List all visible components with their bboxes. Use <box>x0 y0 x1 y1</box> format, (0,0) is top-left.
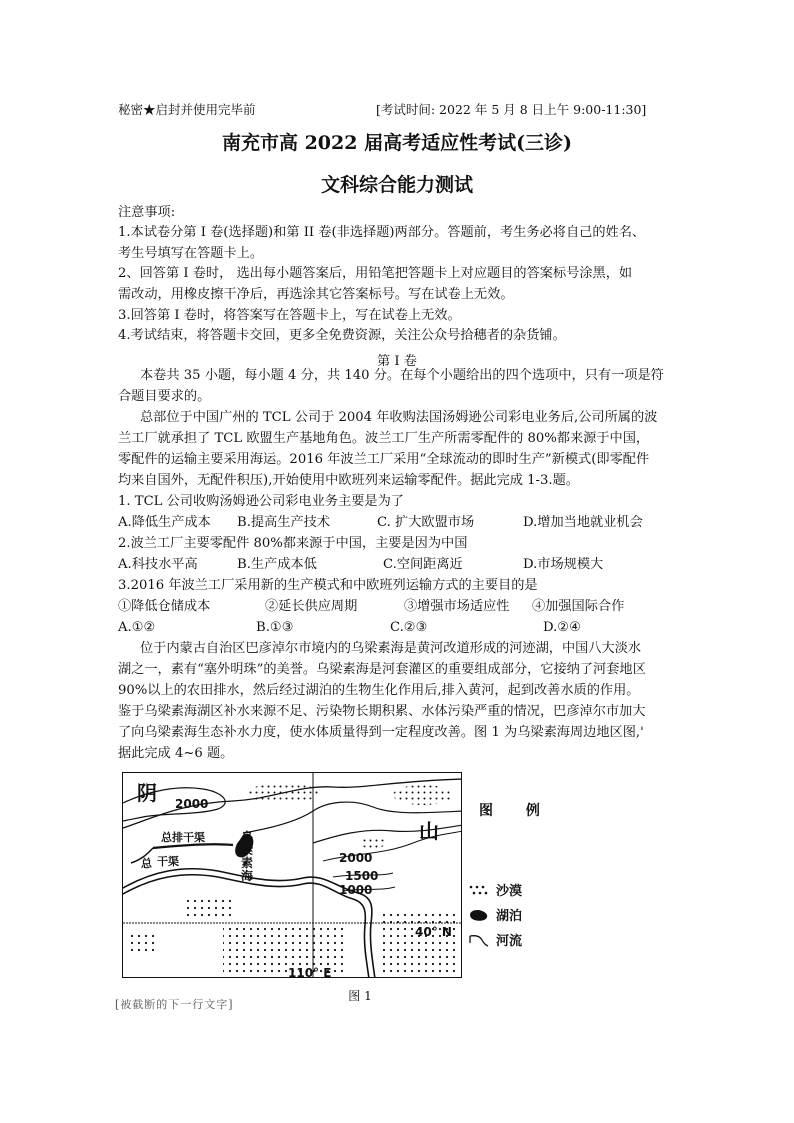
map-canal-label: 总排干渠 <box>161 831 205 844</box>
map-contour-2000: 2000 <box>339 851 373 865</box>
map-contour-1500: 1500 <box>345 869 379 883</box>
q3-option-c: C.②③ <box>390 620 428 635</box>
q3-option-d: D.②④ <box>543 620 581 635</box>
notes-line: 考生号填写在答题卡上。 <box>118 246 264 261</box>
map-latitude-label: 40° N <box>415 925 452 939</box>
map-label-yin: 阴 <box>137 781 157 805</box>
passage1-line: 均来自国外，无配件积压),开始使用中欧班列来运输零配件。据此完成 1-3.题。 <box>118 473 579 488</box>
legend-desert <box>468 880 522 899</box>
notes-line: 需改动，用橡皮擦干净后，再选涂其它答案标号。写在试卷上无效。 <box>118 287 514 302</box>
q3-option-a: A.①② <box>118 620 156 635</box>
desert-symbol-icon <box>468 883 490 897</box>
passage2-line: 了向乌梁素海生态补水力度，使水体质量得到一定程度改善。图 1 为乌梁素海周边地区图,' <box>118 725 644 740</box>
map-figure <box>122 772 462 978</box>
question-2-stem: 2.波兰工厂主要零配件 80%都来源于中国，主要是因为中国 <box>118 536 468 551</box>
legend-river-label: 河流 <box>496 934 523 949</box>
notes-line: 4.考试结束，将答题卡交回，更多全免费资源，关注公众号拾穗者的杂货铺。 <box>118 328 566 343</box>
passage1-line: 兰工厂就承担了 TCL 欧盟生产基地角色。波兰工厂生产所需零配件的 80%都来源于中国， <box>118 431 650 446</box>
q1-option-d: D.增加当地就业机会 <box>523 515 643 530</box>
q2-option-d: D.市场规模大 <box>523 557 604 572</box>
legend-lake <box>468 905 522 924</box>
map-contour-2000-nw: 2000 <box>175 797 209 811</box>
cutoff-line: [被截断的下一行文字] <box>115 998 234 1011</box>
map-longitude-label: 110° E <box>288 966 332 980</box>
q3-item-1: ①降低仓储成本 <box>118 599 211 614</box>
map-drawing <box>123 773 462 978</box>
passage2-line: 湖之一，素有“塞外明珠”的美誉。乌梁素海是河套灌区的重要组成部分，它接纳了河套地区 <box>118 662 646 677</box>
passage2-line: 位于内蒙古自治区巴彦淖尔市境内的乌梁素海是黄河改道形成的河迹湖，中国八大淡水 <box>140 641 642 656</box>
q2-option-a: A.科技水平高 <box>118 557 198 572</box>
legend-title: 图 例 <box>479 803 554 819</box>
q3-option-b: B.①③ <box>256 620 294 635</box>
q1-option-a: A.降低生产成本 <box>118 515 211 530</box>
page-subtitle: 文科综合能力测试 <box>320 174 473 196</box>
notes-heading: 注意事项: <box>118 205 176 220</box>
passage2-line: 鉴于乌梁素海湖区补水来源不足、污染物长期积累、水体污染严重的情况，巴彦淖尔市加大 <box>118 704 646 719</box>
notes-line: 3.回答第 I 卷时，将答案写在答题卡上，写在试卷上无效。 <box>118 308 461 323</box>
legend-desert-label: 沙漠 <box>496 884 523 899</box>
q2-option-b: B.生产成本低 <box>237 557 317 572</box>
map-canal-left2: 干渠 <box>157 855 179 868</box>
passage1-line: 零配件的运输主要采用海运。2016 年波兰工厂采用“全球流动的即时生产”新模式(即零配件 <box>118 452 650 467</box>
q1-option-c: C. 扩大欧盟市场 <box>377 515 475 530</box>
passage2-line: 据此完成 4~6 题。 <box>118 746 234 761</box>
q3-item-2: ②延长供应周期 <box>265 599 358 614</box>
intro-line: 本卷共 35 小题，每小题 4 分，共 140 分。在每个小题给出的四个选项中，只有一项是符 <box>140 368 664 383</box>
question-1-stem: 1. TCL 公司收购汤姆逊公司彩电业务主要是为了 <box>118 494 404 509</box>
q2-option-c: C.空间距离近 <box>383 557 463 572</box>
exam-time: [考试时间: 2022 年 5 月 8 日上午 9:00-11:30] <box>376 102 647 117</box>
river-symbol-icon <box>468 933 490 947</box>
q1-option-b: B.提高生产技术 <box>237 515 331 530</box>
intro-line: 合题目要求的。 <box>118 389 211 404</box>
map-label-shan: 山 <box>419 819 439 843</box>
passage1-line: 总部位于中国广州的 TCL 公司于 2004 年收购法国汤姆逊公司彩电业务后,公司所属的波 <box>140 410 658 425</box>
legend-lake-label: 湖泊 <box>496 909 523 924</box>
figure-caption: 图 1 <box>348 989 372 1003</box>
legend-river <box>468 930 522 949</box>
confidential-label: 秘密★启封并使用完毕前 <box>118 102 256 117</box>
passage2-line: 90%以上的农田排水，然后经过湖泊的生物生化作用后,排入黄河，起到改善水质的作用。 <box>118 683 640 698</box>
page-title: 南充市高 2022 届高考适应性考试(三诊) <box>221 132 573 154</box>
q3-item-4: ④加强国际合作 <box>532 599 625 614</box>
question-3-stem: 3.2016 年波兰工厂采用新的生产模式和中欧班列运输方式的主要目的是 <box>118 578 538 593</box>
lake-symbol-icon <box>468 908 490 922</box>
notes-line: 2、回答第 I 卷时， 选出每小题答案后，用铅笔把答题卡上对应题目的答案标号涂黑，如 <box>118 266 633 281</box>
map-contour-1000: 1000 <box>339 883 373 897</box>
map-lake-label: 乌梁素海 <box>241 830 254 883</box>
q3-item-3: ③增强市场适应性 <box>404 599 510 614</box>
section-heading: 第 I 卷 <box>377 354 417 369</box>
map-canal-left: 总 <box>141 857 152 870</box>
notes-line: 1.本试卷分第 I 卷(选择题)和第 II 卷(非选择题)两部分。答题前，考生务必将自己的姓名、 <box>118 225 646 240</box>
